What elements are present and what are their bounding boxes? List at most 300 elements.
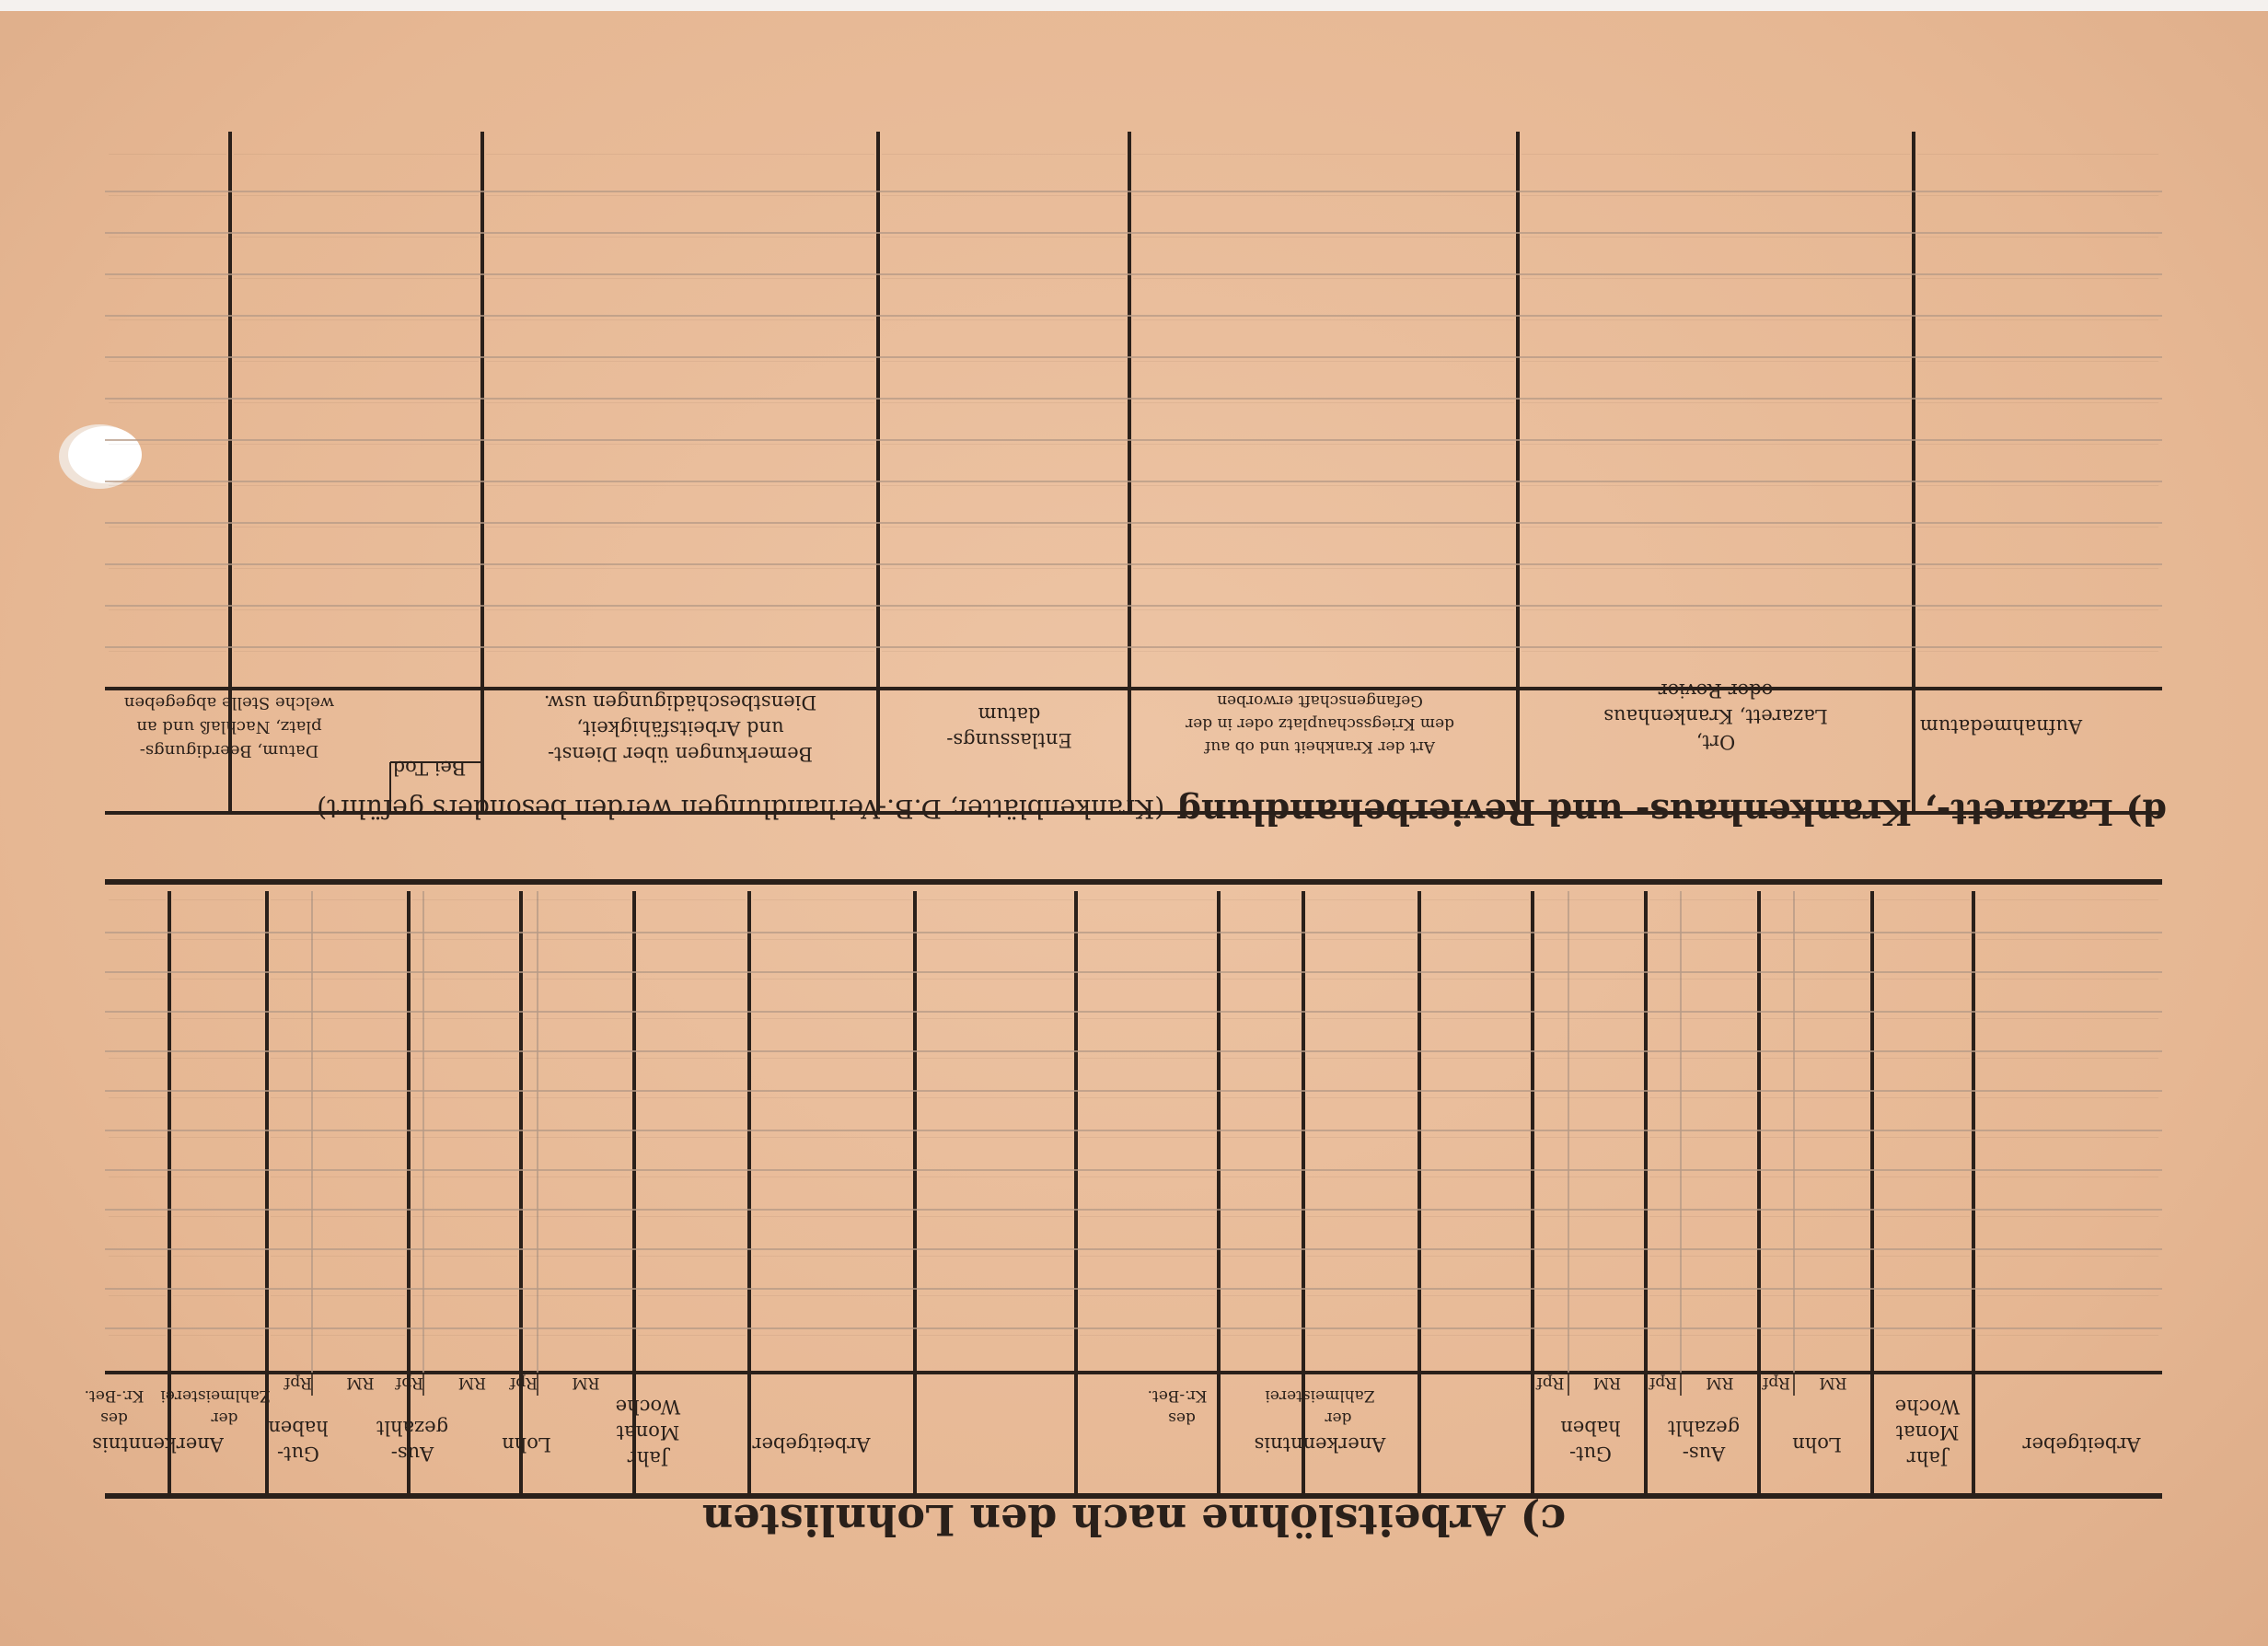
lohnliste-cell[interactable] [753,1137,911,1163]
lohnliste-cell[interactable] [271,979,405,1004]
lazarett-cell[interactable] [109,444,226,469]
lohnliste-cell[interactable] [271,1018,405,1044]
lazarett-cell[interactable] [1133,237,1514,262]
lazarett-cell[interactable] [1522,527,1910,552]
lohnliste-cell[interactable] [109,1058,166,1084]
lazarett-cell[interactable] [109,319,226,345]
lazarett-cell[interactable] [234,361,479,387]
lohnliste-cell[interactable] [753,1295,911,1321]
lohnliste-cell[interactable] [1222,1097,1300,1123]
lohnliste-cell[interactable] [412,1058,517,1084]
lohnliste-cell[interactable] [919,1256,1072,1281]
lazarett-cell[interactable] [1522,319,1910,345]
lohnliste-cell[interactable] [1977,1097,2158,1123]
lohnliste-cell[interactable] [525,1177,631,1202]
lohnliste-cell[interactable] [1222,1256,1300,1281]
lazarett-cell[interactable] [109,361,226,387]
lazarett-cell[interactable] [486,278,874,304]
lohnliste-cell[interactable] [753,1256,911,1281]
lazarett-cell[interactable] [1917,609,2158,635]
lazarett-cell[interactable] [1522,651,1910,677]
lohnliste-cell[interactable] [173,1058,263,1084]
lazarett-cell[interactable] [1133,361,1514,387]
lohnliste-cell[interactable] [412,899,517,925]
lohnliste-cell[interactable] [1649,939,1755,965]
lazarett-cell[interactable] [486,609,874,635]
lohnliste-cell[interactable] [109,1335,166,1361]
lazarett-cell[interactable] [486,444,874,469]
lazarett-cell[interactable] [1133,154,1514,180]
lohnliste-cell[interactable] [1876,1216,1970,1242]
lohnliste-cell[interactable] [1876,939,1970,965]
lohnliste-cell[interactable] [173,1177,263,1202]
lohnliste-cell[interactable] [173,939,263,965]
lazarett-cell[interactable] [109,485,226,511]
lazarett-cell[interactable] [1522,237,1910,262]
lazarett-cell[interactable] [1917,278,2158,304]
lohnliste-cell[interactable] [753,1058,911,1084]
lohnliste-cell[interactable] [1977,1137,2158,1163]
lazarett-cell[interactable] [882,278,1126,304]
lohnliste-cell[interactable] [1307,1177,1416,1202]
lohnliste-cell[interactable] [109,1295,166,1321]
lohnliste-cell[interactable] [271,1058,405,1084]
lohnliste-cell[interactable] [919,939,1072,965]
lazarett-cell[interactable] [109,609,226,635]
lohnliste-cell[interactable] [753,1177,911,1202]
lohnliste-cell[interactable] [525,1256,631,1281]
lohnliste-cell[interactable] [525,939,631,965]
lohnliste-cell[interactable] [638,1256,746,1281]
lazarett-cell[interactable] [1917,361,2158,387]
lohnliste-cell[interactable] [173,1097,263,1123]
lohnliste-cell[interactable] [173,1216,263,1242]
lohnliste-cell[interactable] [1423,1335,1529,1361]
lazarett-cell[interactable] [1522,485,1910,511]
lazarett-cell[interactable] [1133,568,1514,594]
lohnliste-cell[interactable] [525,1137,631,1163]
lohnliste-cell[interactable] [525,899,631,925]
lazarett-cell[interactable] [234,195,479,221]
lazarett-cell[interactable] [1917,402,2158,428]
lohnliste-cell[interactable] [638,1177,746,1202]
lazarett-cell[interactable] [1917,568,2158,594]
lazarett-cell[interactable] [1522,361,1910,387]
lohnliste-cell[interactable] [1763,1256,1869,1281]
lohnliste-cell[interactable] [525,1295,631,1321]
lazarett-cell[interactable] [882,195,1126,221]
lohnliste-cell[interactable] [753,1097,911,1123]
lazarett-cell[interactable] [1522,154,1910,180]
lohnliste-cell[interactable] [1876,899,1970,925]
lohnliste-cell[interactable] [1876,1295,1970,1321]
lazarett-cell[interactable] [1133,485,1514,511]
lohnliste-cell[interactable] [173,1335,263,1361]
lohnliste-cell[interactable] [1876,1177,1970,1202]
lohnliste-cell[interactable] [109,979,166,1004]
lohnliste-cell[interactable] [109,899,166,925]
lohnliste-cell[interactable] [638,979,746,1004]
lohnliste-cell[interactable] [1649,1177,1755,1202]
lazarett-cell[interactable] [1133,527,1514,552]
lazarett-cell[interactable] [109,402,226,428]
lohnliste-cell[interactable] [1423,1256,1529,1281]
lohnliste-cell[interactable] [1423,1058,1529,1084]
lohnliste-cell[interactable] [173,899,263,925]
lohnliste-cell[interactable] [1307,979,1416,1004]
lohnliste-cell[interactable] [1876,1137,1970,1163]
lohnliste-cell[interactable] [753,1018,911,1044]
lohnliste-cell[interactable] [412,1177,517,1202]
lazarett-cell[interactable] [1133,319,1514,345]
lohnliste-cell[interactable] [1763,1335,1869,1361]
lazarett-cell[interactable] [234,485,479,511]
lazarett-cell[interactable] [109,237,226,262]
lohnliste-cell[interactable] [1080,939,1215,965]
lohnliste-cell[interactable] [638,1137,746,1163]
lohnliste-cell[interactable] [1307,1018,1416,1044]
lohnliste-cell[interactable] [1222,1137,1300,1163]
lohnliste-cell[interactable] [638,899,746,925]
lohnliste-cell[interactable] [1763,1018,1869,1044]
lohnliste-cell[interactable] [919,1295,1072,1321]
lazarett-cell[interactable] [486,237,874,262]
lohnliste-cell[interactable] [1222,1018,1300,1044]
lohnliste-cell[interactable] [525,979,631,1004]
lohnliste-cell[interactable] [412,1137,517,1163]
lazarett-cell[interactable] [1133,278,1514,304]
lohnliste-cell[interactable] [1536,1216,1642,1242]
lazarett-cell[interactable] [486,361,874,387]
lohnliste-cell[interactable] [271,1137,405,1163]
lohnliste-cell[interactable] [412,939,517,965]
lohnliste-cell[interactable] [1649,1058,1755,1084]
header-bei-tod: Bei Tod [392,757,467,779]
lohnliste-cell[interactable] [109,1177,166,1202]
lohnliste-cell[interactable] [1536,1058,1642,1084]
lazarett-cell[interactable] [486,568,874,594]
lohnliste-cell[interactable] [1423,979,1529,1004]
lohnliste-cell[interactable] [1423,1137,1529,1163]
lazarett-cell[interactable] [234,154,479,180]
lohnliste-cell[interactable] [1423,1097,1529,1123]
lohnliste-cell[interactable] [109,939,166,965]
lazarett-cell[interactable] [486,154,874,180]
lohnliste-cell[interactable] [638,1058,746,1084]
lohnliste-cell[interactable] [1977,1058,2158,1084]
lazarett-cell[interactable] [1522,609,1910,635]
lazarett-cell[interactable] [234,237,479,262]
lazarett-cell[interactable] [486,195,874,221]
lohnliste-cell[interactable] [1977,1018,2158,1044]
lohnliste-cell[interactable] [1763,1295,1869,1321]
lohnliste-cell[interactable] [1977,899,2158,925]
lohnliste-cell[interactable] [1649,1137,1755,1163]
lazarett-cell[interactable] [109,195,226,221]
lazarett-cell[interactable] [882,609,1126,635]
lohnliste-cell[interactable] [919,979,1072,1004]
lazarett-cell[interactable] [882,402,1126,428]
lohnliste-cell[interactable] [1536,1177,1642,1202]
lazarett-cell[interactable] [1133,402,1514,428]
lohnliste-cell[interactable] [1080,1177,1215,1202]
lohnliste-cell[interactable] [1649,1335,1755,1361]
lazarett-cell[interactable] [1133,195,1514,221]
lazarett-cell[interactable] [1917,527,2158,552]
lazarett-cell[interactable] [1522,195,1910,221]
lohnliste-cell[interactable] [1763,939,1869,965]
lazarett-cell[interactable] [234,319,479,345]
lohnliste-cell[interactable] [173,1295,263,1321]
lazarett-cell[interactable] [1917,485,2158,511]
lohnliste-cell[interactable] [271,1097,405,1123]
lohnliste-cell[interactable] [1649,1216,1755,1242]
lohnliste-cell[interactable] [1649,899,1755,925]
header-ausgezahlt-left: Aus- gezahlt [1667,1417,1741,1465]
lazarett-cell[interactable] [1522,444,1910,469]
lazarett-cell[interactable] [1133,609,1514,635]
lazarett-cell[interactable] [882,568,1126,594]
lazarett-cell[interactable] [234,527,479,552]
lazarett-cell[interactable] [1522,278,1910,304]
lazarett-cell[interactable] [486,527,874,552]
lohnliste-cell[interactable] [271,1177,405,1202]
lohnliste-cell[interactable] [109,1018,166,1044]
lohnliste-cell[interactable] [412,979,517,1004]
lazarett-cell[interactable] [486,319,874,345]
lohnliste-cell[interactable] [1876,1335,1970,1361]
lohnliste-cell[interactable] [1307,1097,1416,1123]
lohnliste-cell[interactable] [1649,1256,1755,1281]
lohnliste-cell[interactable] [525,1216,631,1242]
lazarett-cell[interactable] [1917,651,2158,677]
lohnliste-cell[interactable] [1977,1295,2158,1321]
lohnliste-cell[interactable] [753,979,911,1004]
lohnliste-cell[interactable] [1536,899,1642,925]
lohnliste-cell[interactable] [412,1018,517,1044]
lohnliste-cell[interactable] [525,1335,631,1361]
lohnliste-cell[interactable] [753,899,911,925]
lohnliste-cell[interactable] [1536,1018,1642,1044]
lazarett-cell[interactable] [1522,402,1910,428]
lohnliste-cell[interactable] [1977,979,2158,1004]
lohnliste-cell[interactable] [1080,1256,1215,1281]
lazarett-cell[interactable] [1133,444,1514,469]
lohnliste-cell[interactable] [271,1256,405,1281]
lohnliste-cell[interactable] [919,1018,1072,1044]
lohnliste-cell[interactable] [1763,1216,1869,1242]
lazarett-cell[interactable] [1917,444,2158,469]
lazarett-cell[interactable] [882,485,1126,511]
lohnliste-cell[interactable] [1876,1058,1970,1084]
lohnliste-cell[interactable] [525,1097,631,1123]
lohnliste-cell[interactable] [109,1137,166,1163]
lazarett-cell[interactable] [234,568,479,594]
lohnliste-cell[interactable] [919,1058,1072,1084]
lohnliste-cell[interactable] [1763,899,1869,925]
lazarett-cell[interactable] [1917,319,2158,345]
lohnliste-cell[interactable] [525,1058,631,1084]
lazarett-cell[interactable] [234,444,479,469]
lohnliste-cell[interactable] [1977,1335,2158,1361]
lohnliste-cell[interactable] [1536,1097,1642,1123]
lohnliste-cell[interactable] [1763,1177,1869,1202]
lohnliste-cell[interactable] [1307,939,1416,965]
lazarett-cell[interactable] [234,651,479,677]
lazarett-cell[interactable] [486,651,874,677]
lazarett-cell[interactable] [1917,154,2158,180]
lazarett-cell[interactable] [882,651,1126,677]
lohnliste-cell[interactable] [412,1216,517,1242]
lohnliste-cell[interactable] [1080,1295,1215,1321]
lohnliste-cell[interactable] [412,1256,517,1281]
lohnliste-cell[interactable] [1307,1256,1416,1281]
lohnliste-cell[interactable] [919,1137,1072,1163]
lohnliste-cell[interactable] [1307,1058,1416,1084]
lohnliste-cell[interactable] [753,939,911,965]
lohnliste-cell[interactable] [753,1216,911,1242]
lohnliste-cell[interactable] [1977,1177,2158,1202]
lohnliste-cell[interactable] [1307,1295,1416,1321]
lohnliste-cell[interactable] [1536,1137,1642,1163]
lazarett-cell[interactable] [109,527,226,552]
lohnliste-cell[interactable] [1423,1177,1529,1202]
lohnliste-cell[interactable] [1423,939,1529,965]
lazarett-cell[interactable] [882,319,1126,345]
lohnliste-cell[interactable] [919,1335,1072,1361]
lohnliste-cell[interactable] [271,939,405,965]
lohnliste-cell[interactable] [638,1216,746,1242]
lohnliste-cell[interactable] [1536,939,1642,965]
lazarett-cell[interactable] [234,402,479,428]
lohnliste-cell[interactable] [638,1097,746,1123]
lohnliste-cell[interactable] [919,1177,1072,1202]
lohnliste-cell[interactable] [1423,1295,1529,1321]
lohnliste-cell[interactable] [1763,979,1869,1004]
lohnliste-cell[interactable] [1649,1097,1755,1123]
lohnliste-cell[interactable] [919,1216,1072,1242]
lohnliste-cell[interactable] [1307,899,1416,925]
lazarett-cell[interactable] [1522,568,1910,594]
lohnliste-cell[interactable] [525,1018,631,1044]
lohnliste-cell[interactable] [1080,899,1215,925]
lazarett-cell[interactable] [109,154,226,180]
lohnliste-cell[interactable] [1763,1137,1869,1163]
lohnliste-cell[interactable] [1649,1018,1755,1044]
lohnliste-cell[interactable] [1876,1018,1970,1044]
lohnliste-cell[interactable] [109,1097,166,1123]
lohnliste-cell[interactable] [919,899,1072,925]
lohnliste-cell[interactable] [1536,1335,1642,1361]
lazarett-cell[interactable] [234,609,479,635]
lohnliste-cell[interactable] [1977,1216,2158,1242]
lohnliste-cell[interactable] [1423,1216,1529,1242]
lohnliste-cell[interactable] [173,1256,263,1281]
lohnliste-cell[interactable] [638,939,746,965]
lohnliste-cell[interactable] [753,1335,911,1361]
lohnliste-cell[interactable] [1307,1335,1416,1361]
lohnliste-cell[interactable] [1876,979,1970,1004]
lohnliste-cell[interactable] [1222,1216,1300,1242]
lohnliste-cell[interactable] [1307,1137,1416,1163]
lohnliste-cell[interactable] [1876,1097,1970,1123]
lohnliste-cell[interactable] [638,1295,746,1321]
lohnliste-cell[interactable] [1222,899,1300,925]
lazarett-cell[interactable] [882,444,1126,469]
lohnliste-cell[interactable] [1222,1058,1300,1084]
lohnliste-cell[interactable] [1307,1216,1416,1242]
lazarett-cell[interactable] [109,278,226,304]
lohnliste-cell[interactable] [1423,1018,1529,1044]
lohnliste-cell[interactable] [1649,979,1755,1004]
lohnliste-cell[interactable] [1222,939,1300,965]
lazarett-cell[interactable] [234,278,479,304]
lohnliste-cell[interactable] [412,1097,517,1123]
lazarett-cell[interactable] [882,527,1126,552]
lohnliste-cell[interactable] [1080,1058,1215,1084]
lohnliste-cell[interactable] [638,1335,746,1361]
header-entlassungsdatum: Entlassungs- datum [946,703,1072,751]
lazarett-cell[interactable] [1917,237,2158,262]
lohnliste-cell[interactable] [271,899,405,925]
lohnliste-cell[interactable] [1876,1256,1970,1281]
lohnliste-cell[interactable] [1649,1295,1755,1321]
lohnliste-cell[interactable] [1080,1335,1215,1361]
lazarett-cell[interactable] [1133,651,1514,677]
lohnliste-cell[interactable] [1977,939,2158,965]
lohnliste-cell[interactable] [109,1256,166,1281]
lazarett-cell[interactable] [486,402,874,428]
lazarett-cell[interactable] [882,237,1126,262]
lazarett-cell[interactable] [109,568,226,594]
lohnliste-cell[interactable] [271,1295,405,1321]
lohnliste-cell[interactable] [1536,1256,1642,1281]
lohnliste-cell[interactable] [1977,1256,2158,1281]
header-ausgezahlt-right: Aus- gezahlt [376,1417,449,1465]
lohnliste-cell[interactable] [1536,979,1642,1004]
lohnliste-cell[interactable] [1080,979,1215,1004]
lohnliste-cell[interactable] [412,1295,517,1321]
lohnliste-cell[interactable] [1763,1058,1869,1084]
lohnliste-cell[interactable] [919,1097,1072,1123]
lohnliste-cell[interactable] [271,1216,405,1242]
header-guthaben-left: Gut- haben [1560,1417,1621,1465]
lazarett-cell[interactable] [486,485,874,511]
lohnliste-cell[interactable] [1536,1295,1642,1321]
lohnliste-cell[interactable] [271,1335,405,1361]
lohnliste-cell[interactable] [1080,1216,1215,1242]
lohnliste-cell[interactable] [173,979,263,1004]
lohnliste-cell[interactable] [412,1335,517,1361]
lazarett-cell[interactable] [882,361,1126,387]
lohnliste-cell[interactable] [1763,1097,1869,1123]
lazarett-cell[interactable] [882,154,1126,180]
lohnliste-cell[interactable] [173,1137,263,1163]
lohnliste-cell[interactable] [1080,1018,1215,1044]
lohnliste-cell[interactable] [1423,899,1529,925]
lohnliste-cell[interactable] [109,1216,166,1242]
lohnliste-cell[interactable] [1222,979,1300,1004]
lohnliste-cell[interactable] [1080,1137,1215,1163]
lohnliste-cell[interactable] [1222,1295,1300,1321]
lohnliste-cell[interactable] [1222,1335,1300,1361]
lazarett-cell[interactable] [1917,195,2158,221]
lohnliste-cell[interactable] [1080,1097,1215,1123]
lohnliste-cell[interactable] [1222,1177,1300,1202]
lohnliste-cell[interactable] [638,1018,746,1044]
lazarett-cell[interactable] [109,651,226,677]
lohnliste-cell[interactable] [173,1018,263,1044]
